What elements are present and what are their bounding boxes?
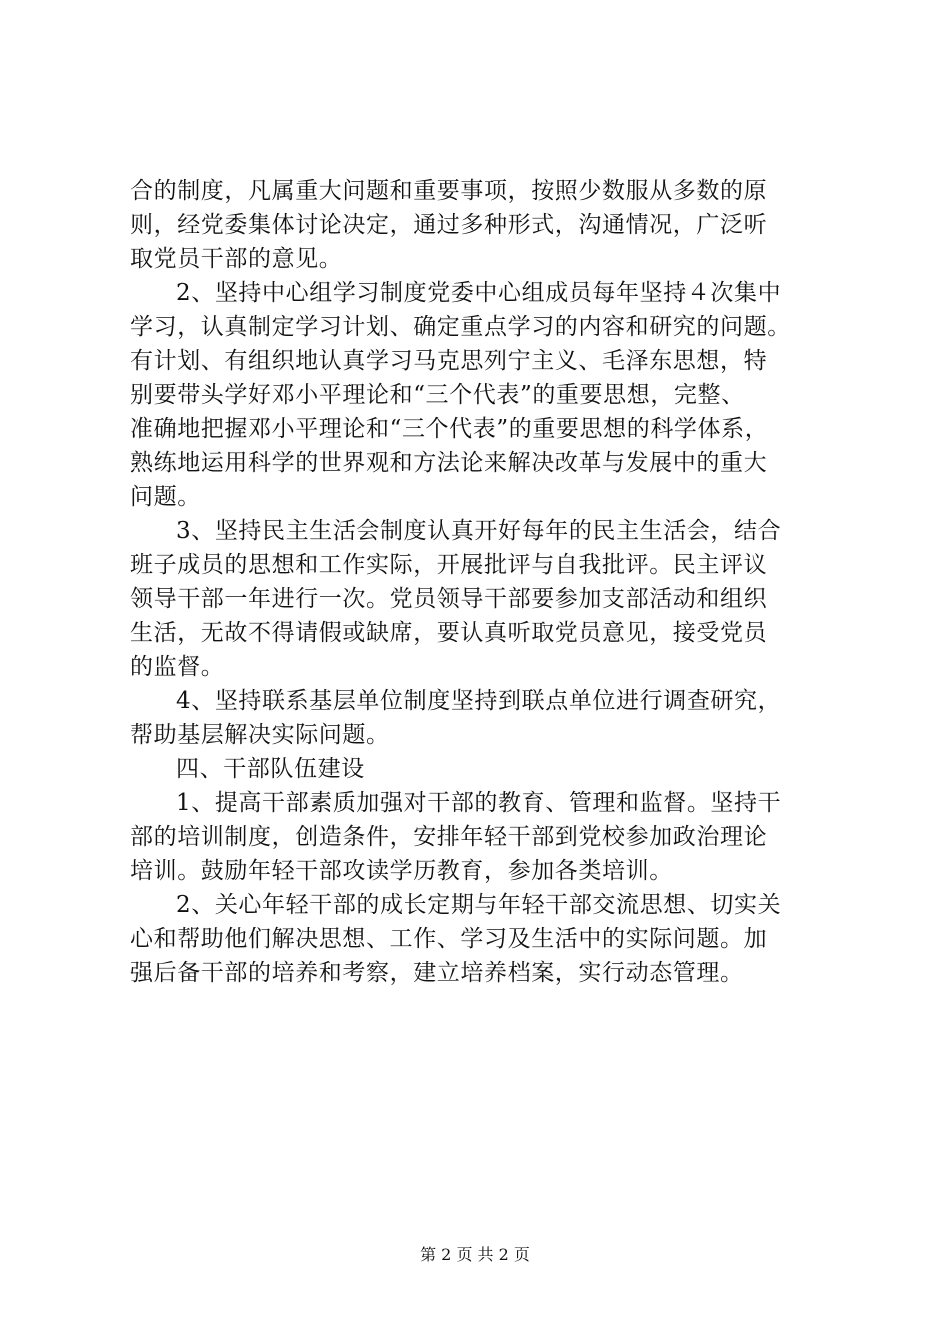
page-footer: 第 2 页 共 2 页 [420,1245,530,1264]
paragraph-start-line: 2、关心年轻干部的成长定期与年轻干部交流思想、切实关 [176,892,782,918]
text-line: 领导干部一年进行一次。党员领导干部要参加支部活动和组织 [130,586,768,612]
text-line: 学习，认真制定学习计划、确定重点学习的内容和研究的问题。 [130,314,791,340]
text-line: 准确地把握邓小平理论和“三个代表”的重要思想的科学体系， [130,416,769,442]
section-heading: 四、干部队伍建设 [176,756,365,782]
text-line: 合的制度，凡属重大问题和重要事项，按照少数服从多数的原 [130,178,768,204]
text-line: 的监督。 [130,654,225,680]
document-body [130,174,830,990]
paragraph-start-line: 3、坚持民主生活会制度认真开好每年的民主生活会，结合 [176,518,782,544]
text-line: 别要带头学好邓小平理论和“三个代表”的重要思想，完整、 [130,382,745,408]
text-line: 部的培训制度，创造条件，安排年轻干部到党校参加政治理论 [130,824,768,850]
text-line: 则，经党委集体讨论决定，通过多种形式，沟通情况，广泛听 [130,212,768,238]
text-line: 问题。 [130,484,201,510]
text-line: 强后备干部的培养和考察，建立培养档案，实行动态管理。 [130,960,744,986]
text-line: 班子成员的思想和工作实际，开展批评与自我批评。民主评议 [130,552,768,578]
paragraph-start-line: 1、提高干部素质加强对干部的教育、管理和监督。坚持干 [176,790,782,816]
text-line: 取党员干部的意见。 [130,246,343,272]
paragraph-start-line: 4、坚持联系基层单位制度坚持到联点单位进行调查研究， [176,688,782,714]
paragraph-start-line: 2、坚持中心组学习制度党委中心组成员每年坚持４次集中 [176,280,782,306]
text-line: 生活，无故不得请假或缺席，要认真听取党员意见，接受党员 [130,620,768,646]
text-line: 培训。鼓励年轻干部攻读学历教育，参加各类培训。 [130,858,673,884]
text-line: 心和帮助他们解决思想、工作、学习及生活中的实际问题。加 [130,926,768,952]
text-line: 有计划、有组织地认真学习马克思列宁主义、毛泽东思想，特 [130,348,768,374]
text-line: 熟练地运用科学的世界观和方法论来解决改革与发展中的重大 [130,450,768,476]
text-line: 帮助基层解决实际问题。 [130,722,390,748]
